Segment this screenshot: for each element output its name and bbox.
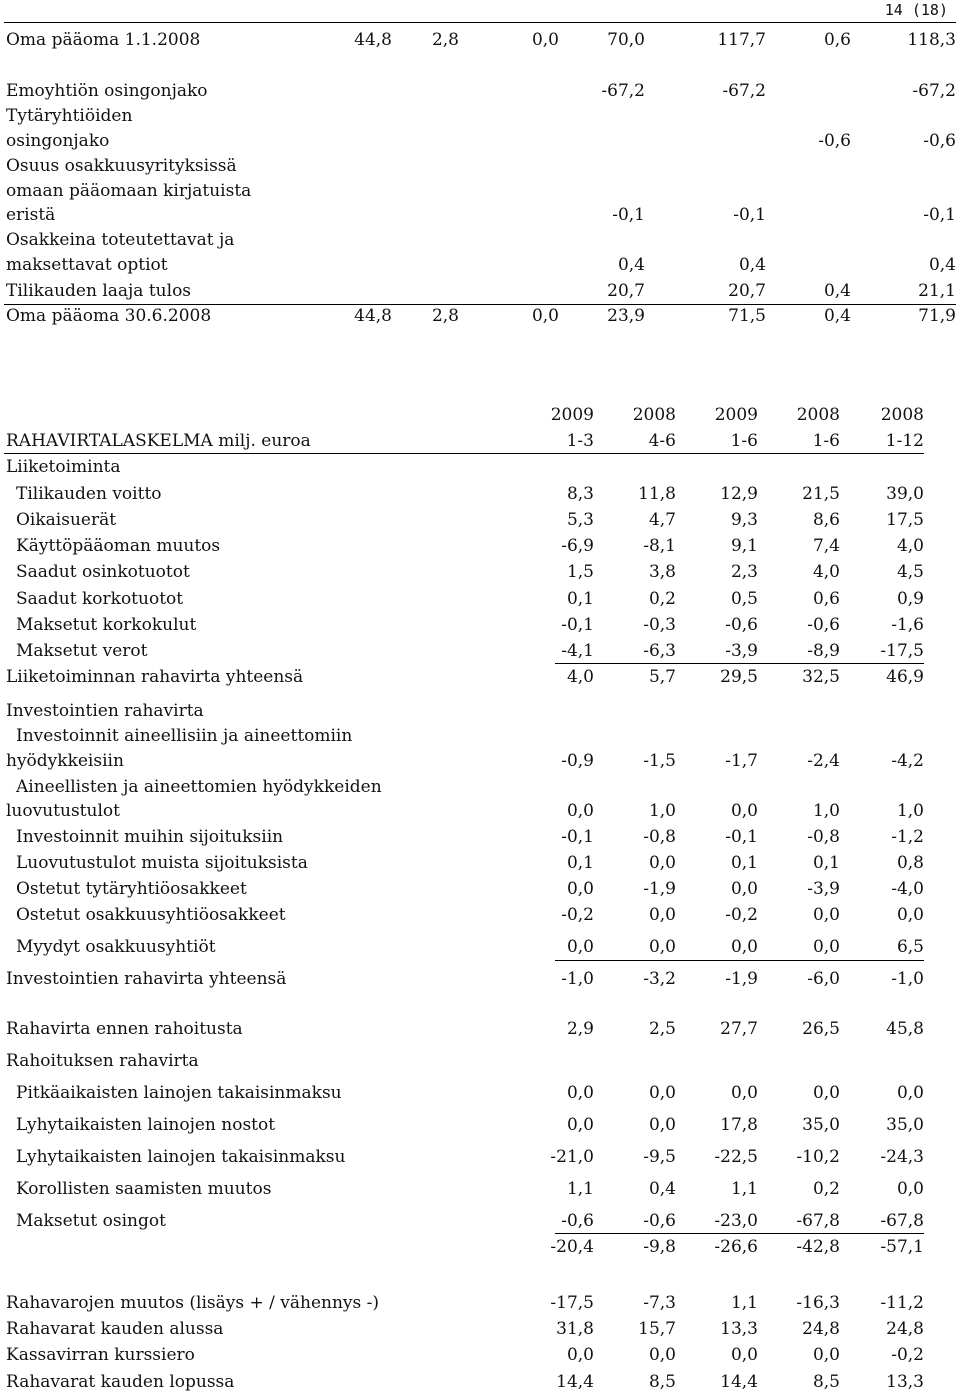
cell-value: -6,3: [643, 641, 676, 661]
cell-value: 35,0: [802, 1115, 840, 1135]
table-row: [0, 826, 960, 848]
cell-value: -24,3: [880, 1147, 924, 1167]
table-row: [0, 509, 960, 531]
cell-value: 0,1: [566, 589, 594, 609]
table-row: [0, 588, 960, 610]
table-row: [0, 640, 960, 662]
cell-value: -0,6: [818, 131, 851, 151]
cell-value: 9,1: [730, 536, 758, 556]
cell-value: 0,0: [730, 879, 758, 899]
cell-value: 0,0: [648, 1345, 676, 1365]
row-label: eristä: [6, 205, 56, 225]
row-label: Luovutustulot muista sijoituksista: [16, 853, 308, 873]
table-row: [0, 105, 960, 127]
row-label: luovutustulot: [6, 801, 120, 821]
cell-value: -0,6: [725, 615, 758, 635]
cell-value: -17,5: [550, 1293, 594, 1313]
cell-value: 45,8: [886, 1019, 924, 1039]
cell-value: 29,5: [720, 667, 758, 687]
column-year: 2009: [714, 405, 758, 425]
row-label: Investoinnit aineellisiin ja aineettomiin: [16, 726, 353, 746]
table-row: [0, 1082, 960, 1104]
cell-value: -8,1: [643, 536, 676, 556]
cell-value: 0,0: [648, 1083, 676, 1103]
cell-value: 0,0: [730, 1345, 758, 1365]
cell-value: 0,5: [730, 589, 758, 609]
cell-value: 8,6: [812, 510, 840, 530]
row-label: Tilikauden voitto: [16, 484, 162, 504]
cell-value: 12,9: [720, 484, 758, 504]
row-label: Rahavarojen muutos (lisäys + / vähennys -): [6, 1293, 380, 1313]
cell-value: 44,8: [354, 306, 392, 326]
cell-value: 11,8: [638, 484, 676, 504]
cell-value: -67,2: [722, 81, 766, 101]
row-label: Oma pääoma 30.6.2008: [6, 306, 212, 326]
table-rule: [4, 453, 924, 454]
row-label: Maksetut osingot: [16, 1211, 166, 1231]
cell-value: 1,0: [896, 801, 924, 821]
cell-value: 39,0: [886, 484, 924, 504]
cell-value: -6,0: [807, 969, 840, 989]
cell-value: -6,9: [561, 536, 594, 556]
cell-value: 2,3: [730, 562, 758, 582]
cell-value: 0,0: [648, 905, 676, 925]
cell-value: 0,9: [896, 589, 924, 609]
cell-value: -57,1: [880, 1237, 924, 1257]
cell-value: 44,8: [354, 30, 392, 50]
cell-value: 0,0: [812, 937, 840, 957]
row-label: Aineellisten ja aineettomien hyödykkeiden: [16, 777, 382, 797]
table-row: [0, 1210, 960, 1232]
cell-value: 0,0: [566, 801, 594, 821]
row-label: Osuus osakkuusyrityksissä: [6, 156, 237, 176]
row-label: omaan pääomaan kirjatuista: [6, 181, 252, 201]
cell-value: 4,7: [648, 510, 676, 530]
row-label: Rahavarat kauden lopussa: [6, 1372, 235, 1392]
row-label: osingonjako: [6, 131, 110, 151]
cell-value: -0,6: [561, 1211, 594, 1231]
row-label: Saadut korkotuotot: [16, 589, 184, 609]
cell-value: 0,0: [566, 879, 594, 899]
row-label: Oikaisuerät: [16, 510, 117, 530]
cell-value: 23,9: [607, 306, 645, 326]
row-label: Pitkäaikaisten lainojen takaisinmaksu: [16, 1083, 342, 1103]
cell-value: 0,1: [812, 853, 840, 873]
cell-value: -0,2: [891, 1345, 924, 1365]
cell-value: 14,4: [556, 1372, 594, 1392]
cell-value: 0,4: [823, 306, 851, 326]
column-period: 1-12: [885, 431, 924, 451]
table-row: [0, 229, 960, 251]
cell-value: 0,0: [896, 1179, 924, 1199]
cell-value: 0,0: [730, 1083, 758, 1103]
cell-value: 0,0: [812, 905, 840, 925]
row-label: Tytäryhtiöiden: [6, 106, 133, 126]
cell-value: 24,8: [802, 1319, 840, 1339]
column-period: 1-3: [566, 431, 594, 451]
cell-value: 21,5: [802, 484, 840, 504]
row-label: Emoyhtiön osingonjako: [6, 81, 208, 101]
table-row: [0, 1371, 960, 1393]
table-row: [0, 254, 960, 276]
cell-value: 24,8: [886, 1319, 924, 1339]
table-row: [0, 750, 960, 772]
header-periods-row: [0, 430, 960, 452]
cell-value: -20,4: [550, 1237, 594, 1257]
cell-value: 1,1: [566, 1179, 594, 1199]
cell-value: -4,0: [891, 879, 924, 899]
cell-value: 5,7: [648, 667, 676, 687]
row-label: Investoinnit muihin sijoituksiin: [16, 827, 284, 847]
cell-value: -0,1: [561, 615, 594, 635]
cell-value: -0,1: [733, 205, 766, 225]
table-row: [0, 852, 960, 874]
table-row: [0, 1318, 960, 1340]
cell-value: 17,5: [886, 510, 924, 530]
cell-value: -1,9: [643, 879, 676, 899]
header-years-row: [0, 404, 960, 426]
table-title: RAHAVIRTALASKELMA milj. euroa: [6, 431, 311, 451]
cell-value: -1,9: [725, 969, 758, 989]
cell-value: -4,1: [561, 641, 594, 661]
table-row: [0, 878, 960, 900]
cell-value: 0,0: [896, 905, 924, 925]
cell-value: 0,8: [896, 853, 924, 873]
cell-value: -26,6: [714, 1237, 758, 1257]
cell-value: 35,0: [886, 1115, 924, 1135]
cell-value: -67,8: [796, 1211, 840, 1231]
cell-value: 1,1: [730, 1179, 758, 1199]
cell-value: 0,0: [566, 1115, 594, 1135]
cell-value: -9,8: [643, 1237, 676, 1257]
cell-value: 0,0: [531, 306, 559, 326]
cell-value: -67,2: [912, 81, 956, 101]
table-row: [0, 155, 960, 177]
cell-value: 0,0: [531, 30, 559, 50]
cell-value: -17,5: [880, 641, 924, 661]
table-row: [0, 456, 960, 478]
cell-value: 5,3: [566, 510, 594, 530]
cell-value: -1,2: [891, 827, 924, 847]
cell-value: 1,0: [812, 801, 840, 821]
cell-value: -0,8: [807, 827, 840, 847]
table-row: [0, 483, 960, 505]
cell-value: 21,1: [918, 281, 956, 301]
row-label: Rahavarat kauden alussa: [6, 1319, 224, 1339]
table-row: [0, 1236, 960, 1258]
table-row: [0, 535, 960, 557]
cell-value: -4,2: [891, 751, 924, 771]
row-label: Korollisten saamisten muutos: [16, 1179, 272, 1199]
cell-value: -2,4: [807, 751, 840, 771]
cell-value: -1,7: [725, 751, 758, 771]
column-period: 1-6: [812, 431, 840, 451]
cell-value: 0,1: [730, 853, 758, 873]
cell-value: -11,2: [880, 1293, 924, 1313]
table-row: [0, 725, 960, 747]
cell-value: 20,7: [607, 281, 645, 301]
cell-value: 8,3: [566, 484, 594, 504]
cell-value: 4,0: [896, 536, 924, 556]
page-number: 14 (18): [884, 1, 948, 19]
cell-value: 0,1: [566, 853, 594, 873]
cell-value: 0,0: [730, 937, 758, 957]
cell-value: -0,1: [923, 205, 956, 225]
cell-value: 15,7: [638, 1319, 676, 1339]
table-rule: [555, 663, 924, 664]
cell-value: -1,0: [891, 969, 924, 989]
table-row: [0, 204, 960, 226]
cell-value: -3,2: [643, 969, 676, 989]
table-rule: [555, 960, 924, 961]
column-year: 2008: [880, 405, 924, 425]
cell-value: -0,6: [643, 1211, 676, 1231]
column-period: 4-6: [648, 431, 676, 451]
cell-value: 0,0: [648, 937, 676, 957]
table-row: [0, 1344, 960, 1366]
cell-value: 0,0: [812, 1083, 840, 1103]
row-label: Lyhytaikaisten lainojen takaisinmaksu: [16, 1147, 346, 1167]
table-row: [0, 130, 960, 152]
cell-value: -0,8: [643, 827, 676, 847]
cell-value: 0,0: [648, 853, 676, 873]
column-year: 2009: [550, 405, 594, 425]
cell-value: -0,9: [561, 751, 594, 771]
table-rule: [555, 1233, 924, 1234]
cell-value: 0,0: [566, 937, 594, 957]
row-label: Kassavirran kurssiero: [6, 1345, 195, 1365]
row-label: Ostetut osakkuusyhtiöosakkeet: [16, 905, 286, 925]
cell-value: -3,9: [725, 641, 758, 661]
table-row: [0, 180, 960, 202]
cell-value: -10,2: [796, 1147, 840, 1167]
cell-value: -8,9: [807, 641, 840, 661]
table-row: [0, 936, 960, 958]
row-label: hyödykkeisiin: [6, 751, 124, 771]
row-label: Liiketoiminta: [6, 457, 121, 477]
table-row: [0, 1292, 960, 1314]
cell-value: 26,5: [802, 1019, 840, 1039]
table-rule: [4, 304, 956, 305]
table-row: [0, 666, 960, 688]
cell-value: 0,2: [648, 589, 676, 609]
cell-value: 1,5: [566, 562, 594, 582]
cell-value: 13,3: [886, 1372, 924, 1392]
table-row: [0, 968, 960, 990]
cell-value: 0,2: [812, 1179, 840, 1199]
cell-value: 0,6: [812, 589, 840, 609]
row-label: Saadut osinkotuotot: [16, 562, 190, 582]
cell-value: 0,4: [928, 255, 956, 275]
table-row: [0, 800, 960, 822]
cell-value: 46,9: [886, 667, 924, 687]
cell-value: -23,0: [714, 1211, 758, 1231]
cell-value: 71,9: [918, 306, 956, 326]
row-label: Myydyt osakkuusyhtiöt: [16, 937, 216, 957]
cell-value: -1,5: [643, 751, 676, 771]
cell-value: -1,0: [561, 969, 594, 989]
cell-value: 20,7: [728, 281, 766, 301]
table-row: [0, 1050, 960, 1072]
cell-value: 1,0: [648, 801, 676, 821]
row-label: Rahavirta ennen rahoitusta: [6, 1019, 243, 1039]
table-row: [0, 904, 960, 926]
cell-value: 8,5: [648, 1372, 676, 1392]
cell-value: -9,5: [643, 1147, 676, 1167]
cell-value: 14,4: [720, 1372, 758, 1392]
cell-value: 0,0: [648, 1115, 676, 1135]
column-year: 2008: [796, 405, 840, 425]
row-label: Maksetut korkokulut: [16, 615, 197, 635]
row-label: Liiketoiminnan rahavirta yhteensä: [6, 667, 304, 687]
cell-value: 0,4: [617, 255, 645, 275]
table-row: [0, 29, 960, 51]
table-row: [0, 1178, 960, 1200]
table-row: [0, 561, 960, 583]
cell-value: 70,0: [607, 30, 645, 50]
row-label: Maksetut verot: [16, 641, 148, 661]
table-row: [0, 1018, 960, 1040]
cell-value: 32,5: [802, 667, 840, 687]
row-label: Tilikauden laaja tulos: [6, 281, 192, 301]
cell-value: -0,6: [807, 615, 840, 635]
top-rule: [4, 22, 956, 23]
cell-value: 71,5: [728, 306, 766, 326]
cell-value: 0,4: [648, 1179, 676, 1199]
cell-value: -3,9: [807, 879, 840, 899]
cell-value: -22,5: [714, 1147, 758, 1167]
cell-value: 0,4: [738, 255, 766, 275]
cell-value: -67,8: [880, 1211, 924, 1231]
row-label: Osakkeina toteutettavat ja: [6, 230, 235, 250]
cell-value: -7,3: [643, 1293, 676, 1313]
cell-value: 9,3: [730, 510, 758, 530]
cell-value: 3,8: [648, 562, 676, 582]
cell-value: 4,0: [812, 562, 840, 582]
cell-value: -67,2: [601, 81, 645, 101]
cell-value: 31,8: [556, 1319, 594, 1339]
cell-value: 1,1: [730, 1293, 758, 1313]
cell-value: 6,5: [896, 937, 924, 957]
cell-value: -21,0: [550, 1147, 594, 1167]
table-row: [0, 280, 960, 302]
cell-value: 0,4: [823, 281, 851, 301]
cell-value: -0,1: [561, 827, 594, 847]
cell-value: -0,1: [612, 205, 645, 225]
cell-value: -42,8: [796, 1237, 840, 1257]
table-row: [0, 1114, 960, 1136]
cell-value: -1,6: [891, 615, 924, 635]
cell-value: -16,3: [796, 1293, 840, 1313]
cell-value: -0,1: [725, 827, 758, 847]
cell-value: -0,2: [725, 905, 758, 925]
column-period: 1-6: [730, 431, 758, 451]
row-label: Ostetut tytäryhtiöosakkeet: [16, 879, 247, 899]
cell-value: 2,8: [431, 306, 459, 326]
cell-value: 27,7: [720, 1019, 758, 1039]
row-label: Oma pääoma 1.1.2008: [6, 30, 201, 50]
table-row: [0, 614, 960, 636]
cell-value: 2,9: [566, 1019, 594, 1039]
row-label: Rahoituksen rahavirta: [6, 1051, 199, 1071]
cell-value: 13,3: [720, 1319, 758, 1339]
cell-value: 8,5: [812, 1372, 840, 1392]
cell-value: 0,0: [812, 1345, 840, 1365]
cell-value: 118,3: [907, 30, 956, 50]
table-row: [0, 700, 960, 722]
table-row: [0, 80, 960, 102]
cell-value: 4,0: [566, 667, 594, 687]
cell-value: -0,3: [643, 615, 676, 635]
table-row: [0, 776, 960, 798]
row-label: Investointien rahavirta: [6, 701, 204, 721]
cell-value: -0,2: [561, 905, 594, 925]
cell-value: 0,6: [823, 30, 851, 50]
cell-value: 4,5: [896, 562, 924, 582]
column-year: 2008: [632, 405, 676, 425]
cell-value: 0,0: [566, 1083, 594, 1103]
cell-value: -0,6: [923, 131, 956, 151]
cell-value: 117,7: [717, 30, 766, 50]
table-row: [0, 1146, 960, 1168]
cell-value: 2,8: [431, 30, 459, 50]
table-row: [0, 305, 960, 327]
cell-value: 0,0: [896, 1083, 924, 1103]
cell-value: 2,5: [648, 1019, 676, 1039]
cell-value: 0,0: [730, 801, 758, 821]
cell-value: 7,4: [812, 536, 840, 556]
row-label: Investointien rahavirta yhteensä: [6, 969, 287, 989]
row-label: maksettavat optiot: [6, 255, 168, 275]
row-label: Käyttöpääoman muutos: [16, 536, 221, 556]
row-label: Lyhytaikaisten lainojen nostot: [16, 1115, 276, 1135]
cell-value: 17,8: [720, 1115, 758, 1135]
cell-value: 0,0: [566, 1345, 594, 1365]
